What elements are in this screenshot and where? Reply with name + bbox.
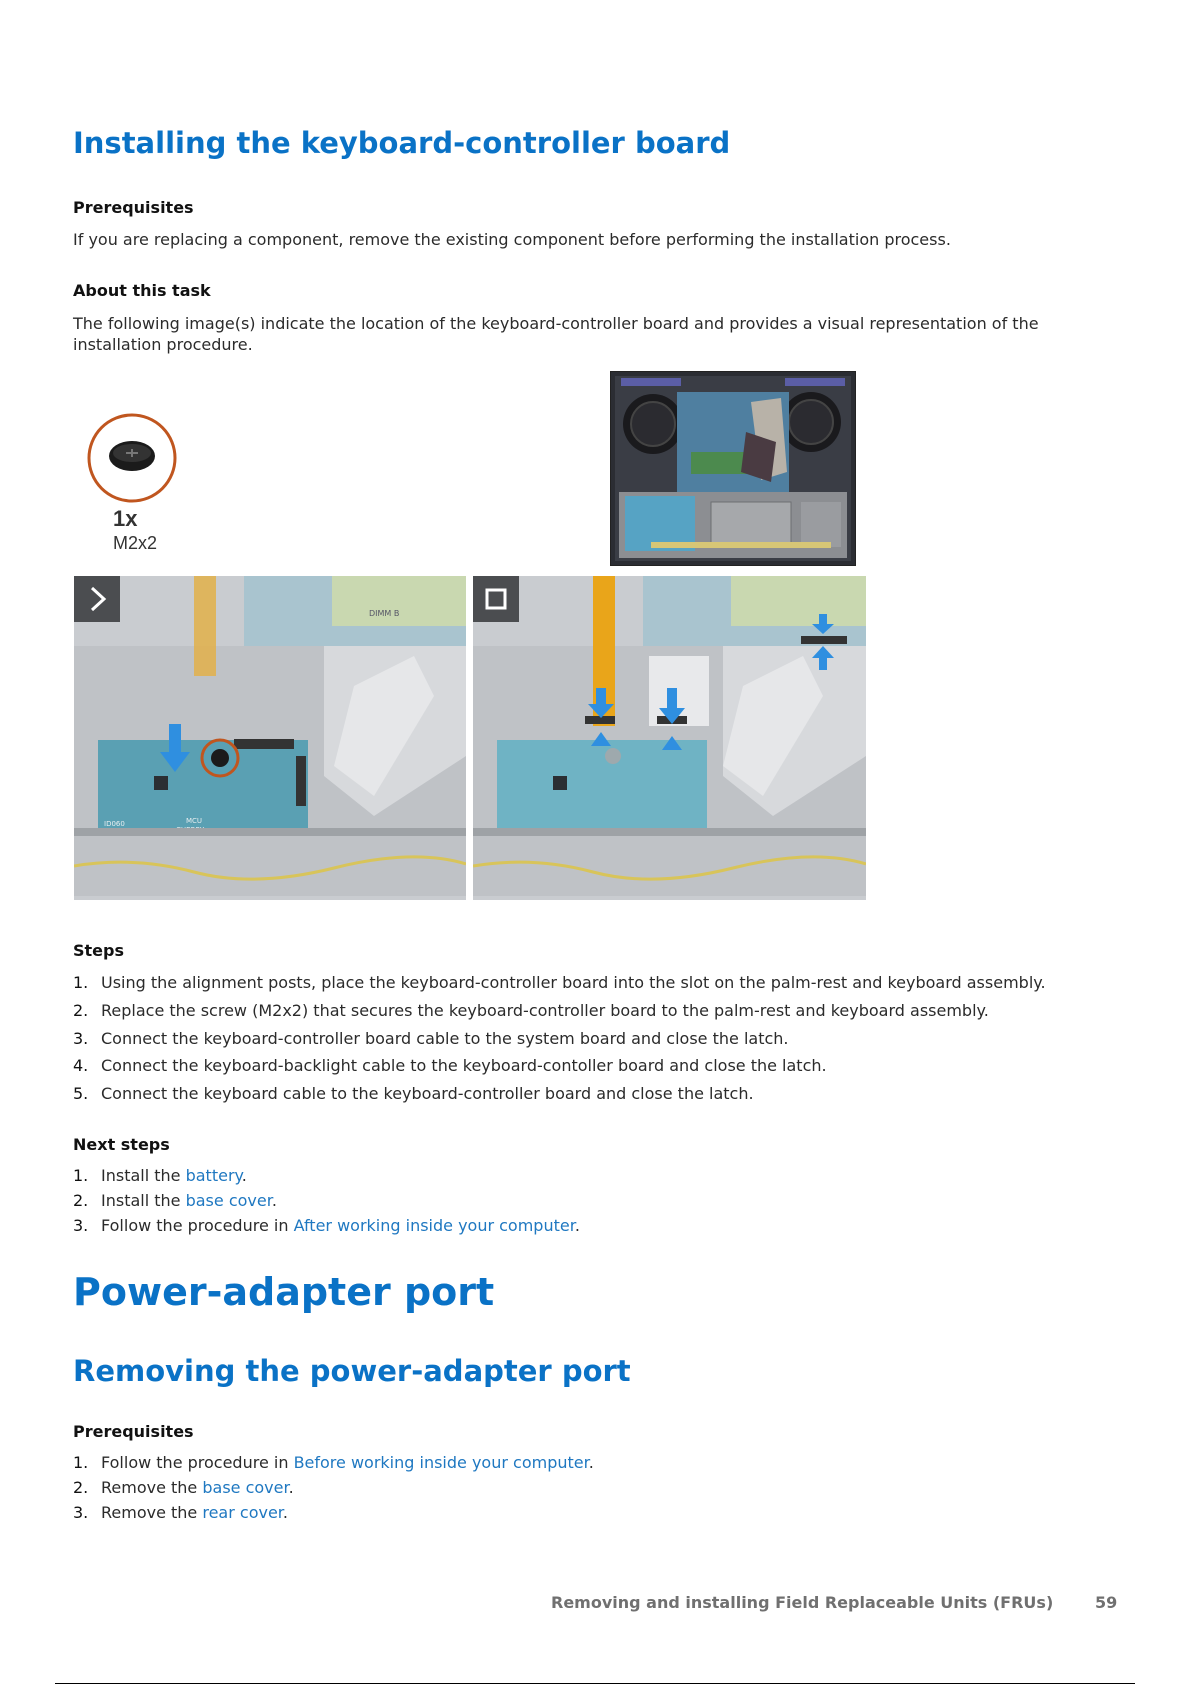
- list-item: 5. Connect the keyboard cable to the keyboard-controller board and close the latch.: [73, 1084, 754, 1103]
- battery-link[interactable]: battery: [185, 1166, 242, 1185]
- chapter-title: Power-adapter port: [73, 1270, 495, 1314]
- removing-prerequisites-label: Prerequisites: [73, 1422, 194, 1441]
- rear-cover-link[interactable]: rear cover: [202, 1503, 283, 1522]
- screw-count: 1x: [113, 506, 138, 531]
- screw-icon: [86, 412, 178, 504]
- step-image-place-board: [74, 576, 466, 900]
- list-item: 1. Follow the procedure in Before working inside your computer.: [73, 1453, 594, 1472]
- list-item: 1. Install the battery.: [73, 1166, 247, 1185]
- list-item: 4. Connect the keyboard-backlight cable to the keyboard-contoller board and close the latch.: [73, 1056, 827, 1075]
- base-cover-link[interactable]: base cover: [185, 1191, 272, 1210]
- board-id-label: ID060: [104, 820, 125, 828]
- next-steps-label: Next steps: [73, 1135, 170, 1154]
- about-task-label: About this task: [73, 281, 211, 300]
- screw-type: M2x2: [113, 533, 158, 553]
- list-item: 3. Remove the rear cover.: [73, 1503, 288, 1522]
- laptop-overview-image: [610, 371, 856, 566]
- list-item: 1. Using the alignment posts, place the keyboard-controller board into the slot on the palm-rest and keyboard assembly.: [73, 973, 1046, 992]
- board-mcu-label: MCU: [186, 817, 203, 825]
- section-title-removing: Removing the power-adapter port: [73, 1354, 631, 1388]
- removing-prerequisites-list: [73, 1453, 1113, 1528]
- after-working-link[interactable]: After working inside your computer: [293, 1216, 575, 1235]
- base-cover-link[interactable]: base cover: [202, 1478, 289, 1497]
- steps-label: Steps: [73, 941, 124, 960]
- next-steps-list: [73, 1166, 1113, 1241]
- step-image-connect-cables: [473, 576, 866, 900]
- list-item: 3. Follow the procedure in After working inside your computer.: [73, 1216, 580, 1235]
- list-item: 2. Install the base cover.: [73, 1191, 277, 1210]
- dimm-label: DIMM B: [369, 609, 400, 618]
- before-working-link[interactable]: Before working inside your computer: [293, 1453, 589, 1472]
- list-item: 2. Remove the base cover.: [73, 1478, 294, 1497]
- page-title: Installing the keyboard-controller board: [73, 126, 731, 160]
- prerequisites-label: Prerequisites: [73, 198, 194, 217]
- prerequisites-text: If you are replacing a component, remove the existing component before performing the installation process.: [73, 230, 951, 249]
- list-item: 3. Connect the keyboard-controller board cable to the system board and close the latch.: [73, 1029, 789, 1048]
- footer-chapter-title: Removing and installing Field Replaceable Units (FRUs): [551, 1593, 1054, 1612]
- list-item: 2. Replace the screw (M2x2) that secures the keyboard-controller board to the palm-rest and keyboard assembly.: [73, 1001, 989, 1020]
- steps-list: [73, 973, 1113, 1112]
- about-task-text: The following image(s) indicate the location of the keyboard-controller board and provides a visual representation of the installation procedure.: [73, 314, 1039, 354]
- page-number: 59: [1095, 1593, 1118, 1612]
